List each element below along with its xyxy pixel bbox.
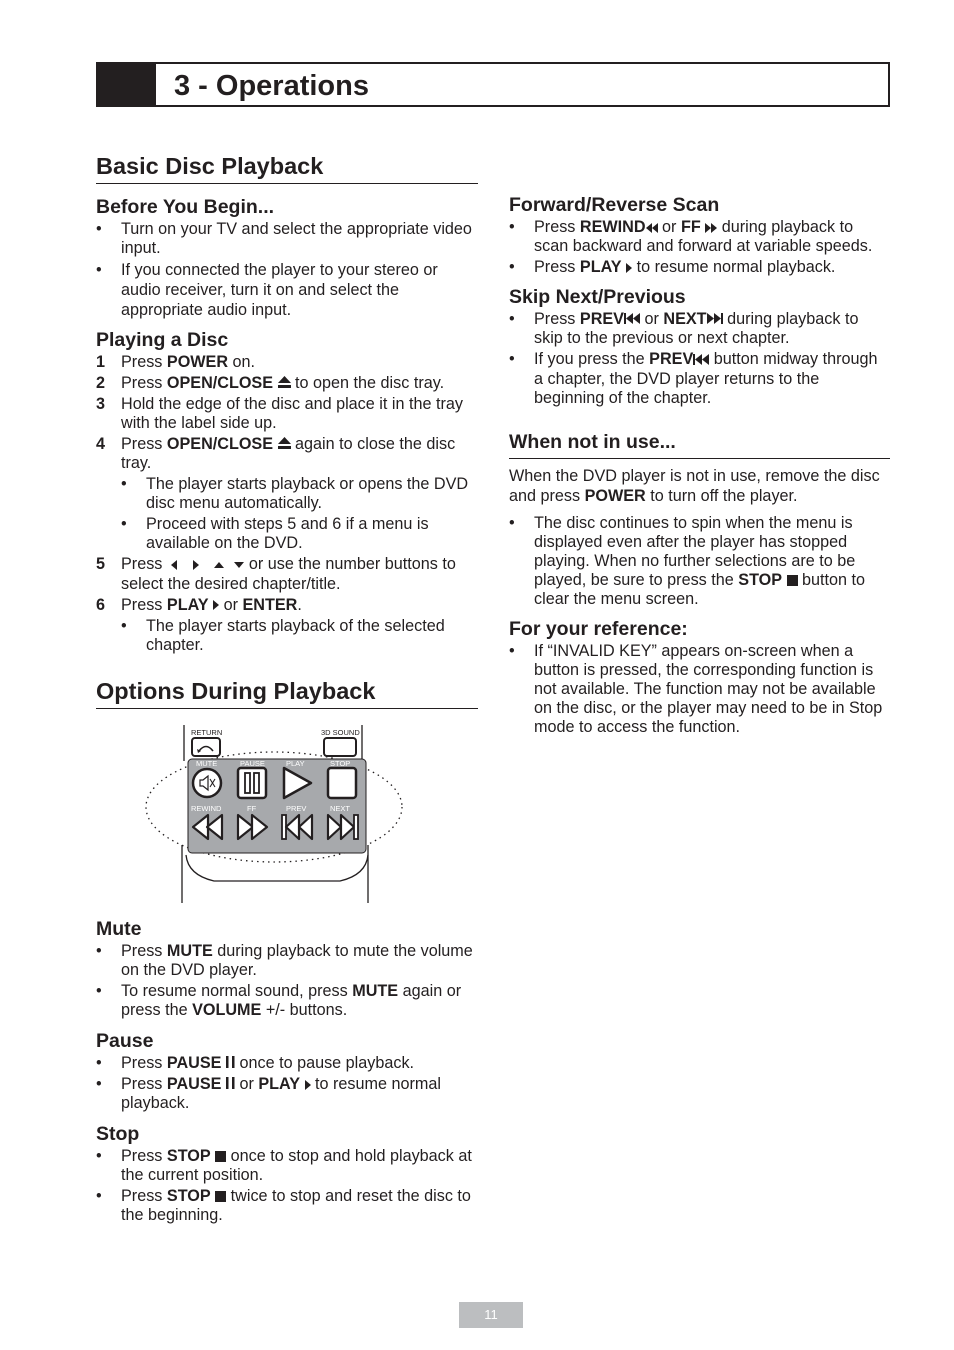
list-item: • Press PAUSE once to pause playback. — [96, 1053, 415, 1072]
pause-label: PAUSE — [240, 758, 265, 768]
next-icon — [707, 310, 723, 329]
list-item: • If you press the PREV button midway through a chapter, the DVD player returns to the beginning of the chapter. — [509, 350, 878, 407]
pause-icon — [226, 1075, 235, 1094]
stop-icon — [215, 1151, 226, 1162]
next-button[interactable] — [328, 815, 358, 839]
list-item: • Press STOP once to stop and hold playback at the current position. — [96, 1147, 472, 1185]
prev-button[interactable] — [282, 815, 312, 839]
list-item: • Press PAUSE or PLAY to resume normal playback. — [96, 1074, 441, 1113]
right-column — [509, 193, 890, 739]
heading-forward-reverse-scan: Forward/Reverse Scan — [509, 194, 720, 216]
list-item: • Press REWIND or FF during playback to scan backward and forward at variable speeds. — [509, 218, 873, 256]
step-1: 1 Press POWER on. — [96, 353, 256, 371]
step-4-note: • Proceed with steps 5 and 6 if a menu is available on the DVD. — [121, 515, 429, 553]
heading-skip-next-previous: Skip Next/Previous — [509, 286, 686, 309]
chapter-title: 3 - Operations — [174, 70, 369, 102]
step-6-note: • The player starts playback of the selected chapter. — [121, 616, 445, 654]
heading-pause: Pause — [96, 1029, 154, 1052]
not-in-use-list — [509, 514, 890, 609]
scan-list — [509, 218, 890, 277]
return-button[interactable] — [192, 738, 220, 756]
heading-mute: Mute — [96, 917, 142, 940]
list-item: • Press STOP twice to stop and reset the disc to the beginning. — [96, 1187, 471, 1225]
next-label: NEXT — [330, 803, 351, 813]
arrow-down-icon — [234, 562, 244, 568]
rewind-label: REWIND — [191, 803, 222, 813]
section-title-options: Options During Playback — [96, 677, 478, 709]
stop-label: STOP — [330, 758, 351, 768]
step-4-note: • The player starts playback or opens the DVD disc menu automatically. — [121, 475, 469, 513]
header-black-block — [98, 64, 156, 105]
step-4: 4 Press OPEN/CLOSE again to close the disc tray. — [96, 435, 456, 473]
ff-label: FF — [247, 803, 257, 813]
list-item: • Press PREV or NEXT during playback to skip to the previous or next chapter. — [509, 310, 859, 348]
arrow-right-icon — [193, 560, 199, 570]
eject-icon — [278, 374, 291, 393]
list-item: • To resume normal sound, press MUTE again or press the VOLUME +/- buttons. — [96, 981, 462, 1019]
list-item: • The disc continues to spin when the menu is displayed even after the player has stopped playing. When no further selections are to be played, be sure to press the STOP button to clear the menu screen. — [509, 513, 866, 608]
step-3: 3 Hold the edge of the disc and place it in the tray with the label side up. — [96, 395, 463, 433]
page-number: 11 — [459, 1302, 523, 1328]
arrow-up-icon — [214, 556, 224, 575]
step-5: 5 Press or use the number buttons to select the desired chapter/title. — [96, 555, 456, 593]
heading-playing-a-disc: Playing a Disc — [96, 329, 229, 351]
step-6: 6 Press PLAY or ENTER. — [96, 595, 302, 614]
chapter-header — [96, 62, 890, 107]
3d-sound-button[interactable] — [324, 738, 356, 756]
list-item: • Turn on your TV and select the appropriate video input. — [96, 220, 472, 257]
mute-list — [96, 942, 478, 1020]
list-item: • Press MUTE during playback to mute the volume on the DVD player. — [96, 941, 473, 979]
list-item: • If “INVALID KEY” appears on-screen when a button is pressed, the corresponding function is not available. The function may not be available on the disc, or the player may need to be in Stop mode to access the function. — [509, 641, 883, 736]
pause-button[interactable] — [238, 768, 266, 798]
step-2: 2 Press OPEN/CLOSE to open the disc tray. — [96, 374, 445, 392]
heading-stop: Stop — [96, 1123, 140, 1146]
pause-list — [96, 1054, 478, 1113]
left-column — [96, 152, 478, 1227]
remote-illustration — [144, 725, 424, 903]
stop-button[interactable] — [328, 768, 356, 798]
pause-icon — [226, 1054, 235, 1073]
heading-for-your-reference: For your reference: — [509, 617, 688, 640]
stop-icon — [215, 1191, 226, 1202]
not-in-use-paragraph: When the DVD player is not in use, remove the disc and press POWER to turn off the player. — [509, 466, 880, 505]
mute-button[interactable] — [193, 769, 221, 797]
fast-forward-icon — [705, 218, 717, 237]
arrow-left-icon — [171, 560, 177, 570]
return-label: RETURN — [191, 727, 223, 737]
section-title-basic: Basic Disc Playback — [96, 152, 478, 184]
eject-icon — [278, 435, 291, 454]
reference-list — [509, 642, 890, 737]
remote-drawing — [144, 725, 424, 903]
heading-before-you-begin: Before You Begin... — [96, 196, 275, 218]
previous-icon — [624, 310, 640, 329]
before-list — [96, 220, 478, 320]
prev-label: PREV — [286, 803, 307, 813]
rewind-icon — [646, 218, 658, 237]
list-item: • If you connected the player to your stereo or audio receiver, turn it on and select the appropriate audio input. — [96, 261, 438, 319]
list-item: • Press PLAY to resume normal playback. — [509, 258, 836, 277]
play-label: PLAY — [286, 758, 305, 768]
previous-icon — [693, 351, 709, 370]
mute-label: MUTE — [196, 758, 218, 768]
stop-list — [96, 1147, 478, 1225]
skip-list — [509, 310, 890, 407]
3d-sound-label: 3D SOUND — [321, 727, 360, 737]
playing-steps — [96, 353, 478, 655]
heading-when-not-in-use: When not in use... — [509, 430, 890, 459]
stop-icon — [787, 575, 798, 586]
